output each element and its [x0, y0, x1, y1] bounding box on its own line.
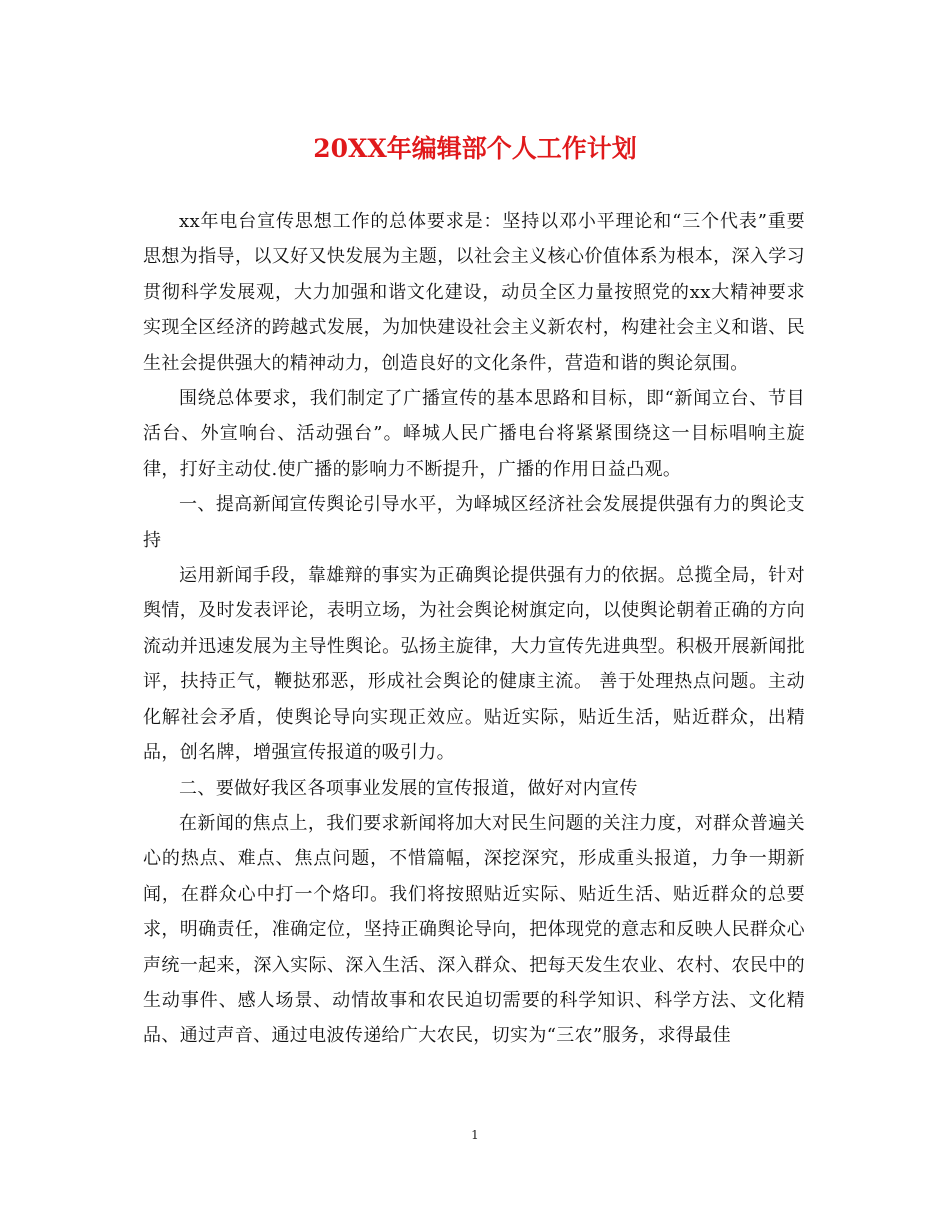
document-title: 20XX年编辑部个人工作计划 [313, 134, 637, 163]
section-heading-2: 二、要做好我区各项事业发展的宣传报道，做好对内宣传 [179, 777, 638, 799]
page-number: 1 [471, 1128, 479, 1142]
paragraph-goals: 围绕总体要求，我们制定了广播宣传的基本思路和目标，即“新闻立台、节目活台、外宣响台、活动强台”。峄城人民广播电台将紧紧围绕这一目标唱响主旋律，打好主动仗.使广播的影响力不断提升，广播的作用日益凸观。 [143, 388, 805, 480]
paragraph-intro: xx年电台宣传思想工作的总体要求是：坚持以邓小平理论和“三个代表”重要思想为指导，以又好又快发展为主题，以社会主义核心价值体系为根本，深入学习贯彻科学发展观，大力加强和谐文化建设，动员全区力量按照党的xx大精神要求实现全区经济的跨越式发展，为加快建设社会主义新农村，构建社会主义和谐、民生社会提供强大的精神动力，创造良好的文化条件，营造和谐的舆论氛围。 [143, 211, 805, 374]
paragraph-section-1: 运用新闻手段，靠雄辩的事实为正确舆论提供强有力的依据。总揽全局，针对舆情，及时发表评论，表明立场，为社会舆论树旗定向，以使舆论朝着正确的方向流动并迅速发展为主导性舆论。弘扬主旋律，大力宣传先进典型。积极开展新闻批评，扶持正气，鞭挞邪恶，形成社会舆论的健康主流。 善于处理热点问题。主动化解社会矛盾，使舆论导向实现正效应。贴近实际，贴近生活，贴近群众，出精品，创名牌，增强宣传报道的吸引力。 [143, 565, 805, 764]
paragraph-section-2: 在新闻的焦点上，我们要求新闻将加大对民生问题的关注力度，对群众普遍关心的热点、难点、焦点问题，不惜篇幅，深挖深究，形成重头报道，力争一期新闻，在群众心中打一个烙印。我们将按照贴近实际、贴近生活、贴近群众的总要求，明确责任，准确定位，坚持正确舆论导向，把体现党的意志和反映人民群众心声统一起来，深入实际、深入生活、深入群众、把每天发生农业、农村、农民中的生动事件、感人场景、动情故事和农民迫切需要的科学知识、科学方法、文化精品、通过声音、通过电波传递给广大农民，切实为“三农”服务，求得最佳 [143, 812, 805, 1047]
section-heading-1: 一、提高新闻宣传舆论引导水平，为峄城区经济社会发展提供强有力的舆论支持 [143, 494, 805, 551]
document-body [143, 204, 805, 1054]
